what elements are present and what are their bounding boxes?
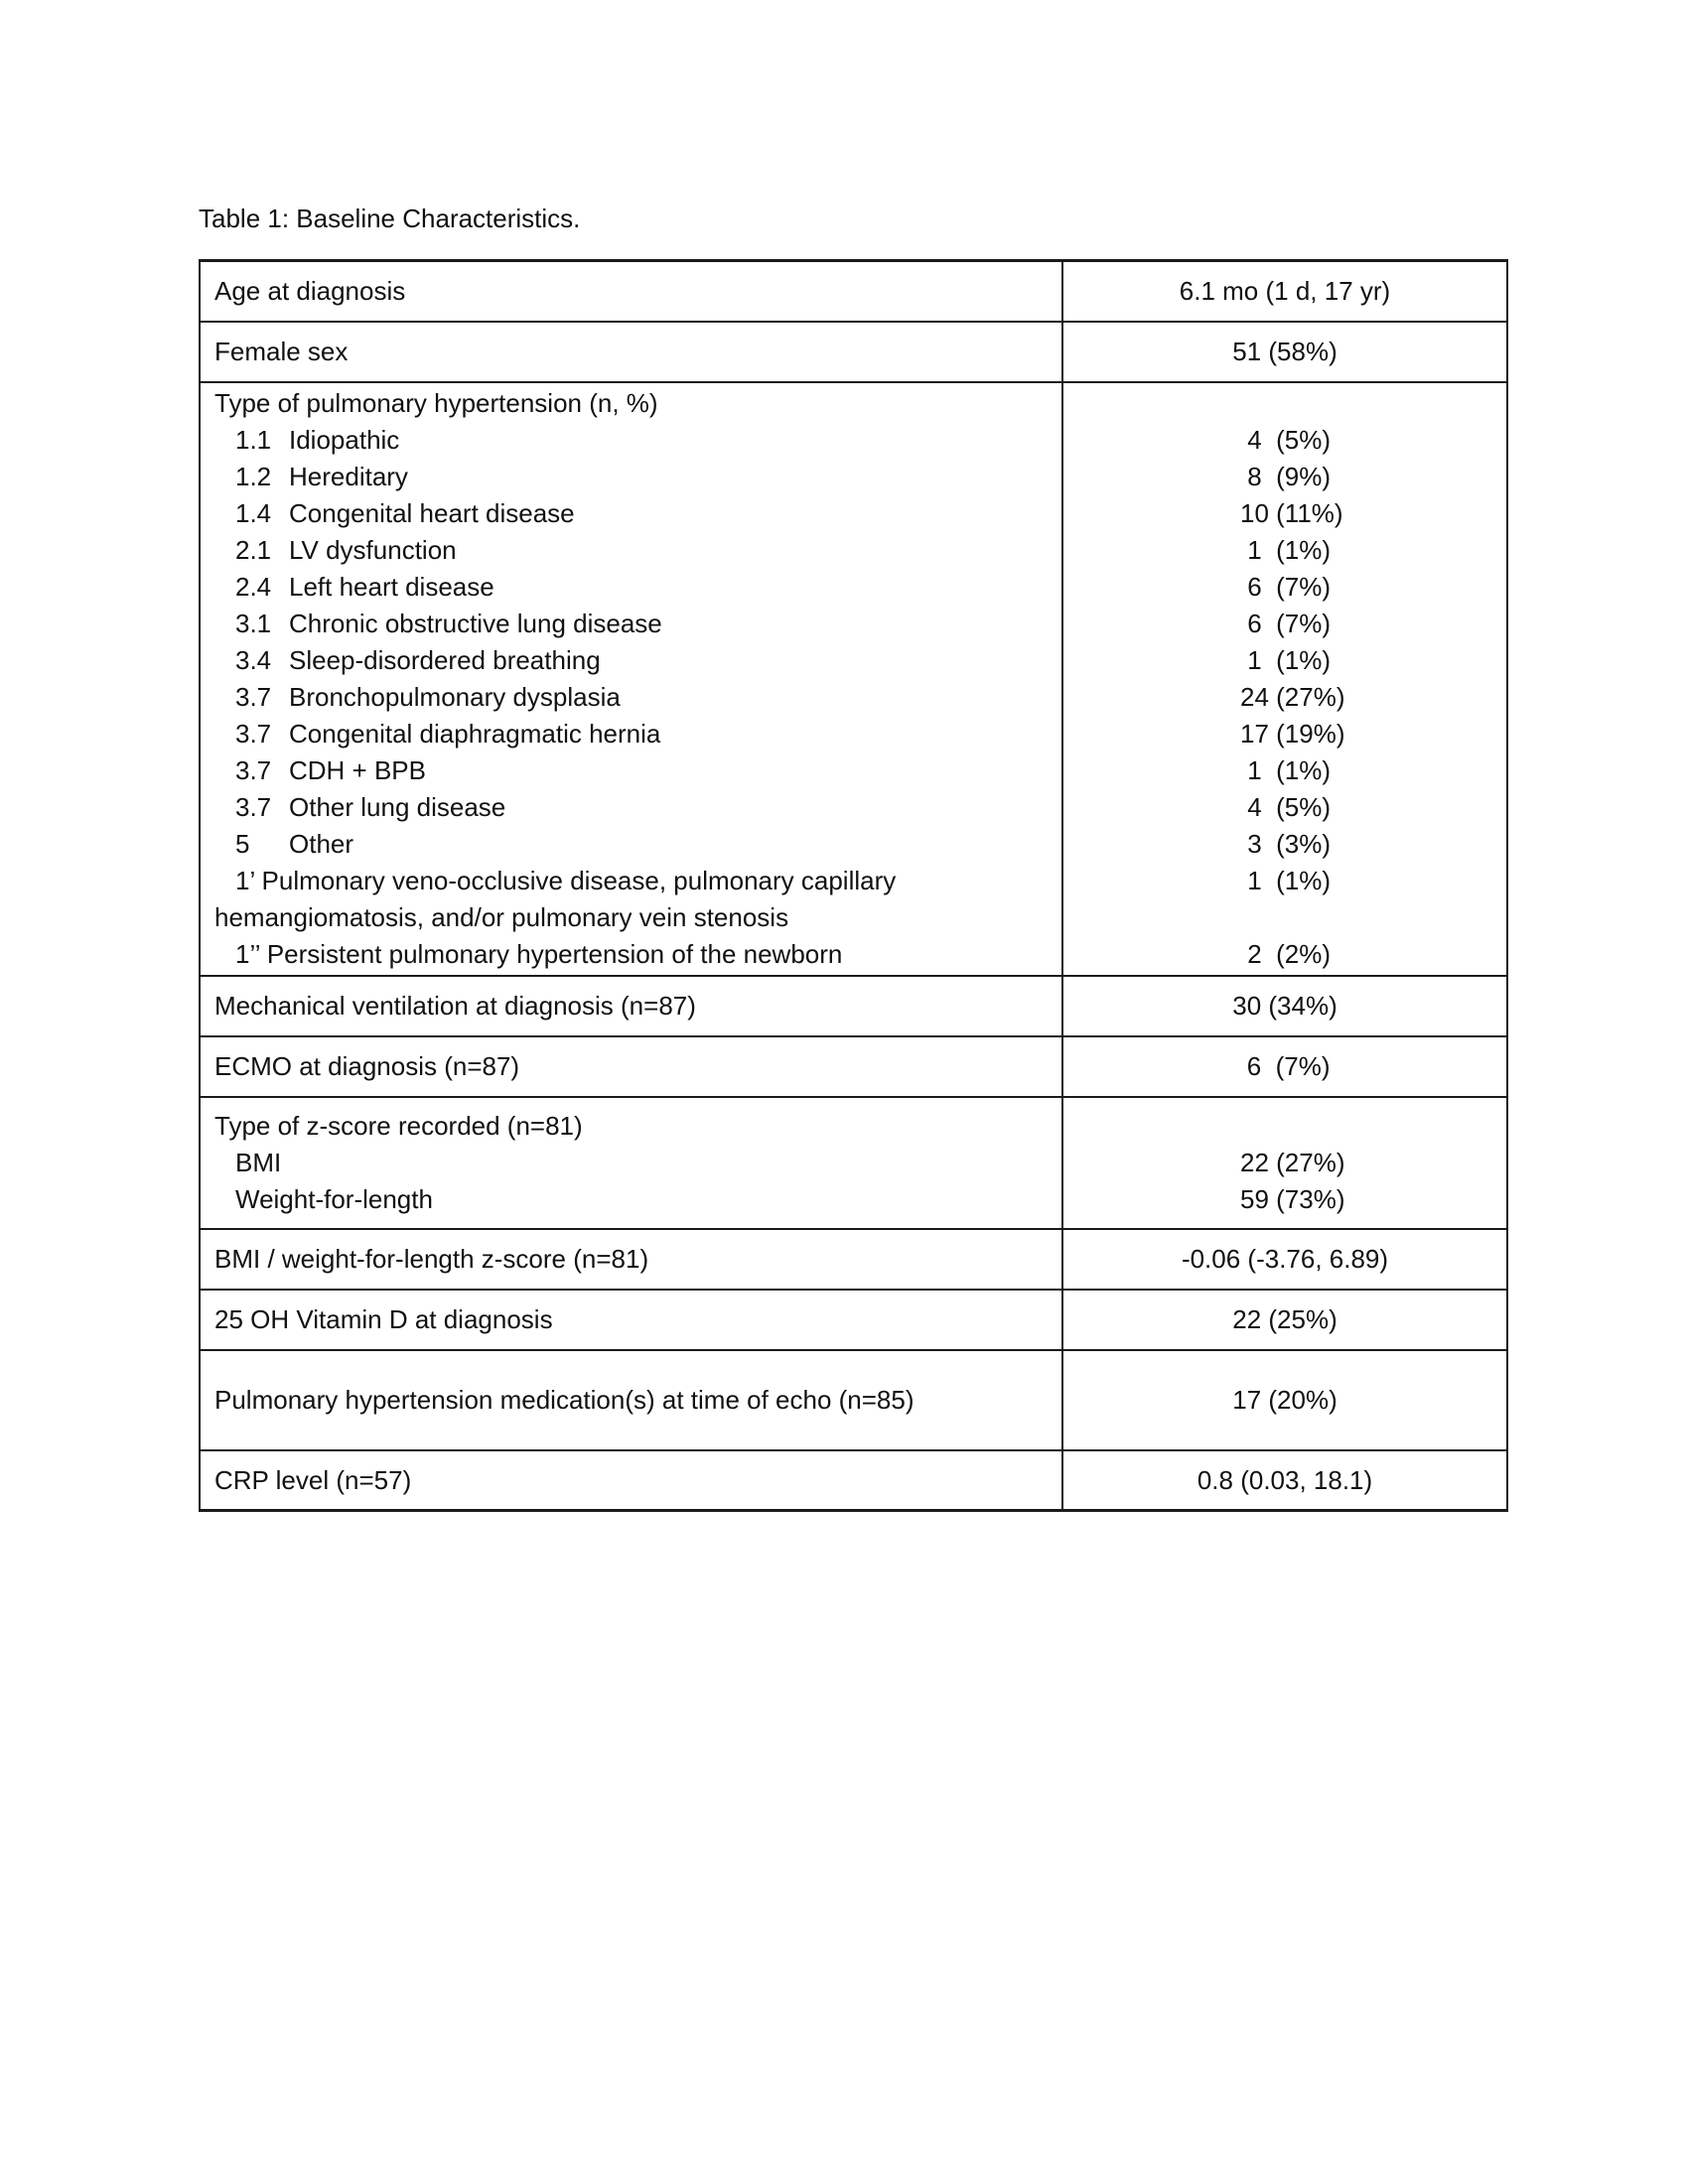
ph-type-code: 1’’ — [235, 939, 260, 969]
row-value: 6 (7%) — [1239, 1051, 1331, 1081]
row-value: 51 (58%) — [1232, 337, 1337, 366]
ph-type-value: 4 (5%) — [1240, 425, 1332, 455]
table-row — [201, 1351, 1506, 1451]
row-label-group — [201, 1098, 1063, 1228]
ph-type-name: Pulmonary veno-occlusive disease, pulmonary capillary — [261, 866, 897, 895]
row-label: Age at diagnosis — [201, 262, 1063, 321]
table-row — [201, 1451, 1506, 1512]
ph-type-name: Chronic obstructive lung disease — [289, 609, 662, 638]
ph-type-code: 3.1 — [235, 609, 272, 638]
row-label: Type of z-score recorded (n=81) — [214, 1111, 583, 1141]
ph-type-value: 1 (1%) — [1240, 755, 1332, 785]
ph-type-item — [214, 569, 1048, 606]
ph-type-name: Persistent pulmonary hypertension of the newborn — [266, 939, 843, 969]
table-row — [201, 1291, 1506, 1351]
baseline-characteristics-table — [199, 259, 1508, 1512]
ph-type-code: 2.4 — [235, 572, 272, 602]
ph-type-code: 3.4 — [235, 645, 272, 675]
ph-type-code: 2.1 — [235, 535, 272, 565]
table-row — [201, 1037, 1506, 1098]
ph-type-code: 1.4 — [235, 498, 272, 528]
ph-type-value: 24 (27%) — [1240, 682, 1345, 712]
row-value: 17 (20%) — [1232, 1385, 1337, 1415]
ph-type-item — [214, 826, 1048, 863]
row-value: 6.1 mo (1 d, 17 yr) — [1179, 276, 1391, 306]
ph-type-item — [214, 532, 1048, 569]
ph-type-code: 1.1 — [235, 425, 272, 455]
ph-type-item — [214, 789, 1048, 826]
ph-type-item — [214, 642, 1048, 679]
table-row-ph-types — [201, 383, 1506, 977]
ph-type-value: 1 (1%) — [1240, 866, 1332, 895]
ph-type-code: 3.7 — [235, 719, 272, 749]
ph-type-value: 2 (2%) — [1240, 939, 1332, 969]
ph-type-name: Hereditary — [289, 462, 408, 491]
row-value-group — [1063, 1098, 1506, 1228]
ph-type-item — [214, 716, 1048, 752]
ph-type-code: 1’ — [235, 866, 255, 895]
ph-type-continuation: hemangiomatosis, and/or pulmonary vein stenosis — [214, 902, 789, 932]
ph-type-name: CDH + BPB — [289, 755, 426, 785]
ph-type-name: LV dysfunction — [289, 535, 457, 565]
ph-type-name: Sleep-disordered breathing — [289, 645, 601, 675]
zscore-type-name: BMI — [235, 1148, 282, 1177]
ph-type-name: Idiopathic — [289, 425, 400, 455]
ph-type-name: Other — [289, 829, 354, 859]
row-label: CRP level (n=57) — [201, 1451, 1063, 1509]
ph-type-name: Congenital heart disease — [289, 498, 575, 528]
zscore-type-value: 59 (73%) — [1240, 1184, 1345, 1214]
ph-type-name: Bronchopulmonary dysplasia — [289, 682, 621, 712]
row-value: -0.06 (-3.76, 6.89) — [1181, 1244, 1389, 1274]
ph-type-value: 17 (19%) — [1240, 719, 1345, 749]
zscore-type-value: 22 (27%) — [1240, 1148, 1345, 1177]
ph-type-value: 8 (9%) — [1240, 462, 1332, 491]
row-label: Female sex — [201, 323, 1063, 381]
row-label: Pulmonary hypertension medication(s) at time of echo (n=85) — [201, 1351, 1063, 1449]
ph-type-code: 3.7 — [235, 682, 272, 712]
table-row — [201, 1230, 1506, 1291]
table-row — [201, 977, 1506, 1037]
ph-type-value: 1 (1%) — [1240, 645, 1332, 675]
ph-type-value: 3 (3%) — [1240, 829, 1332, 859]
row-label: Mechanical ventilation at diagnosis (n=87) — [201, 977, 1063, 1035]
row-label: Type of pulmonary hypertension (n, %) — [214, 388, 658, 418]
ph-type-name: Congenital diaphragmatic hernia — [289, 719, 661, 749]
row-value: 30 (34%) — [1232, 991, 1337, 1021]
table-row — [201, 323, 1506, 383]
table-row-zscore-types — [201, 1098, 1506, 1230]
row-label: BMI / weight-for-length z-score (n=81) — [201, 1230, 1063, 1289]
ph-type-value: 1 (1%) — [1240, 535, 1332, 565]
row-label: 25 OH Vitamin D at diagnosis — [201, 1291, 1063, 1349]
ph-type-item — [214, 606, 1048, 642]
ph-type-name: Left heart disease — [289, 572, 494, 602]
ph-type-code: 5 — [235, 829, 250, 859]
ph-type-value: 6 (7%) — [1240, 609, 1332, 638]
table-row — [201, 262, 1506, 323]
ph-type-value: 10 (11%) — [1240, 498, 1343, 528]
row-value: 0.8 (0.03, 18.1) — [1196, 1464, 1373, 1495]
row-label: ECMO at diagnosis (n=87) — [201, 1037, 1063, 1096]
ph-type-code: 1.2 — [235, 462, 272, 491]
ph-type-name: Other lung disease — [289, 792, 506, 822]
ph-type-item — [214, 679, 1048, 716]
row-value-group — [1063, 383, 1506, 975]
ph-type-value: 4 (5%) — [1240, 792, 1332, 822]
table-caption: Table 1: Baseline Characteristics. — [199, 204, 581, 233]
ph-type-item — [214, 752, 1048, 789]
ph-type-item — [214, 863, 1048, 899]
ph-type-item — [214, 422, 1048, 459]
row-value: 22 (25%) — [1232, 1304, 1337, 1334]
ph-type-code: 3.7 — [235, 792, 272, 822]
ph-type-code: 3.7 — [235, 755, 272, 785]
zscore-type-name: Weight-for-length — [235, 1184, 433, 1214]
row-label-group — [201, 383, 1063, 975]
ph-type-value: 6 (7%) — [1240, 572, 1332, 602]
ph-type-item — [214, 495, 1048, 532]
ph-type-item — [214, 459, 1048, 495]
ph-type-item — [214, 936, 1048, 973]
